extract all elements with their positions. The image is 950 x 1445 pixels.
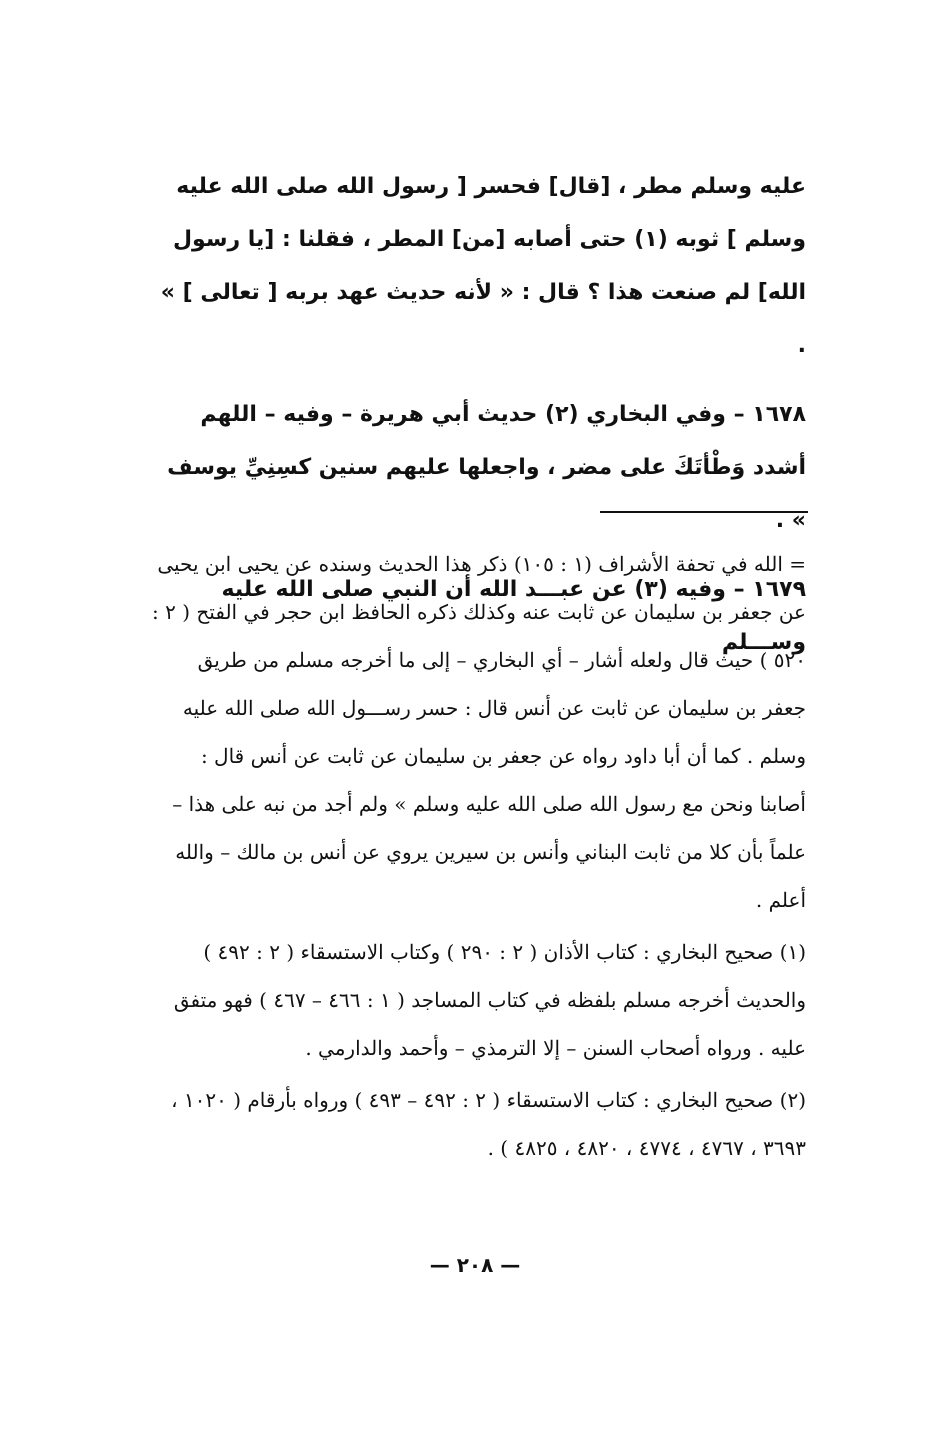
- footnote-separator: [600, 511, 808, 513]
- footnote-2: (٢) صحيح البخاري : كتاب الاستسقاء ( ٢ : ٤٩٢ – ٤٩٣ ) ورواه بأرقام ( ١٠٢٠ ، ٣٦٩٣ ، ٤٧٦٧ ، ٤٧٧٤ ، ٤٨٢٠ ، ٤٨٢٥ ) .: [171, 1088, 806, 1160]
- paragraph-hadith-1679: ١٦٧٩ – وفيه (٣) عن عبـــد الله أن النبي صلى الله عليه وســـلم: [221, 577, 806, 655]
- footnote-continued: = الله في تحفة الأشراف (١ : ١٠٥) ذكر هذا الحديث وسنده عن يحيى ابن يحيى عن جعفر بن سليمان عن ثابت عنه وكذلك ذكره الحافظ ابن حجر في الفتح ( ٢ : ٥٢٠ ) حيث قال ولعله أشار – أي البخاري – إلى ما أخرجه مسلم من طريق جعفر بن سليمان عن ثابت عن أنس قال : حسر رســـول الله صلى الله عليه وسلم . كما أن أبا داود رواه عن جعفر بن سليمان عن ثابت عن أنس قال : أصابنا ونحن مع رسول الله صلى الله عليه وسلم » ولم أجد من نبه على هذا – علماً بأن كلا من ثابت البناني وأنس بن سيرين يروي عن أنس بن مالك – والله أعلم .: [152, 552, 806, 912]
- paragraph-hadith-1678: ١٦٧٨ – وفي البخاري (٢) حديث أبي هريرة – وفيه – اللهم أشدد وَطْأتَكَ على مضر ، واجعلها عليهم سنين كسِنِيِّ يوسف » .: [167, 402, 806, 533]
- page-number: — ٢٠٨ —: [429, 1253, 521, 1277]
- paragraph-continuation: عليه وسلم مطر ، [قال] فحسر [ رسول الله صلى الله عليه وسلم ] ثوبه (١) حتى أصابه [من] المطر ، فقلنا : [يا رسول الله] لم صنعت هذا ؟ قال : « لأنه حديث عهد بربه [ تعالى ] » .: [160, 174, 806, 358]
- footnote-1: (١) صحيح البخاري : كتاب الأذان ( ٢ : ٢٩٠ ) وكتاب الاستسقاء ( ٢ : ٤٩٢ ) والحديث أخرجه مسلم بلفظه في كتاب المساجد ( ١ : ٤٦٦ – ٤٦٧ ) فهو متفق عليه . ورواه أصحاب السنن – إلا الترمذي – وأحمد والدارمي .: [173, 940, 806, 1060]
- footnotes: [150, 540, 806, 1172]
